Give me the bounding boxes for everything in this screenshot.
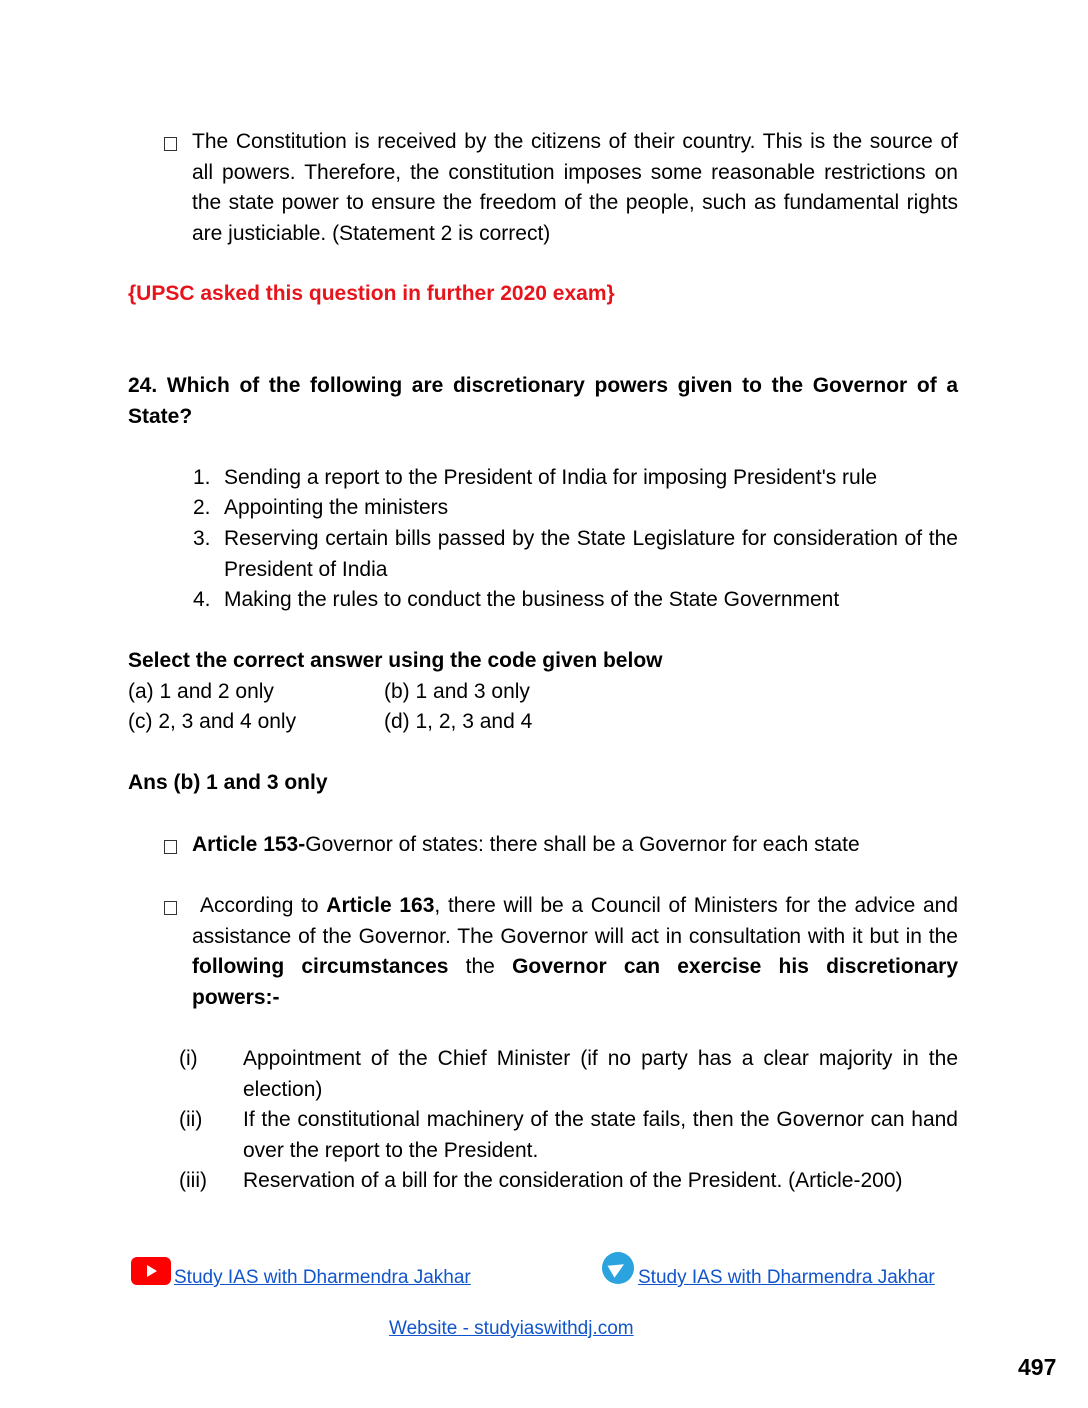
list-item: Appointing the ministers xyxy=(224,496,449,519)
list-number: 2. xyxy=(193,496,211,519)
list-number: 4. xyxy=(193,588,211,611)
checkbox-bullet-icon xyxy=(164,840,177,854)
checkbox-bullet-icon xyxy=(164,901,177,915)
roman-item: Appointment of the Chief Minister (if no party has a clear majority in the election) xyxy=(243,1047,958,1101)
roman-number: (ii) xyxy=(179,1108,203,1131)
list-number: 3. xyxy=(193,527,211,550)
option-d: (d) 1, 2, 3 and 4 xyxy=(384,710,533,733)
article-153-bullet xyxy=(192,830,860,861)
list-item: Making the rules to conduct the business of the State Government xyxy=(224,588,840,611)
exam-note: {UPSC asked this question in further 2020 exam} xyxy=(128,282,615,305)
option-a: (a) 1 and 2 only xyxy=(128,680,274,703)
page-number: 497 xyxy=(1018,1354,1057,1380)
youtube-link[interactable]: Study IAS with Dharmendra Jakhar xyxy=(174,1267,471,1288)
option-c: (c) 2, 3 and 4 only xyxy=(128,710,297,733)
text: the xyxy=(448,955,513,978)
option-b: (b) 1 and 3 only xyxy=(384,680,530,703)
roman-number: (i) xyxy=(179,1047,198,1070)
bullet-paragraph: The Constitution is received by the citizens of their country. This is the source of all powers. Therefore, the constitution imposes some reasonable restrictions on the state power to ensure the freedom of the people, such as fundamental rights are justiciable. (Statement 2 is correct) xyxy=(192,130,958,245)
answer: Ans (b) 1 and 3 only xyxy=(128,771,328,794)
youtube-icon[interactable] xyxy=(131,1257,171,1285)
website-link[interactable]: Website - studyiaswithdj.com xyxy=(389,1318,634,1339)
bold-text: Governor can exercise his discretionary powers:- xyxy=(192,955,958,1009)
article-153-text: Governor of states: there shall be a Governor for each state xyxy=(305,833,860,856)
article-163-bold: Article 163 xyxy=(326,894,435,917)
article-153-bold: Article 153- xyxy=(192,833,306,856)
list-item: Reserving certain bills passed by the State Legislature for consideration of the President of India xyxy=(224,527,958,581)
list-item: Sending a report to the President of India for imposing President's rule xyxy=(224,466,878,489)
select-label: Select the correct answer using the code given below xyxy=(128,649,663,672)
telegram-icon[interactable] xyxy=(602,1252,634,1284)
roman-item: Reservation of a bill for the consideration of the President. (Article-200) xyxy=(243,1169,903,1192)
list-number: 1. xyxy=(193,466,211,489)
bold-text: following circumstances xyxy=(192,955,449,978)
text: According to xyxy=(200,894,327,917)
roman-item: If the constitutional machinery of the state fails, then the Governor can hand over the report to the President. xyxy=(243,1108,958,1162)
checkbox-bullet-icon xyxy=(164,137,177,151)
text: , there will be a Council of Ministers for the advice and assistance of the Governor. The Governor will act in consultation with it but in the xyxy=(192,894,958,948)
question-text: 24. Which of the following are discretionary powers given to the Governor of a State? xyxy=(128,374,958,428)
article-163-bullet xyxy=(192,891,958,1013)
telegram-link[interactable]: Study IAS with Dharmendra Jakhar xyxy=(638,1267,935,1288)
roman-number: (iii) xyxy=(179,1169,207,1192)
